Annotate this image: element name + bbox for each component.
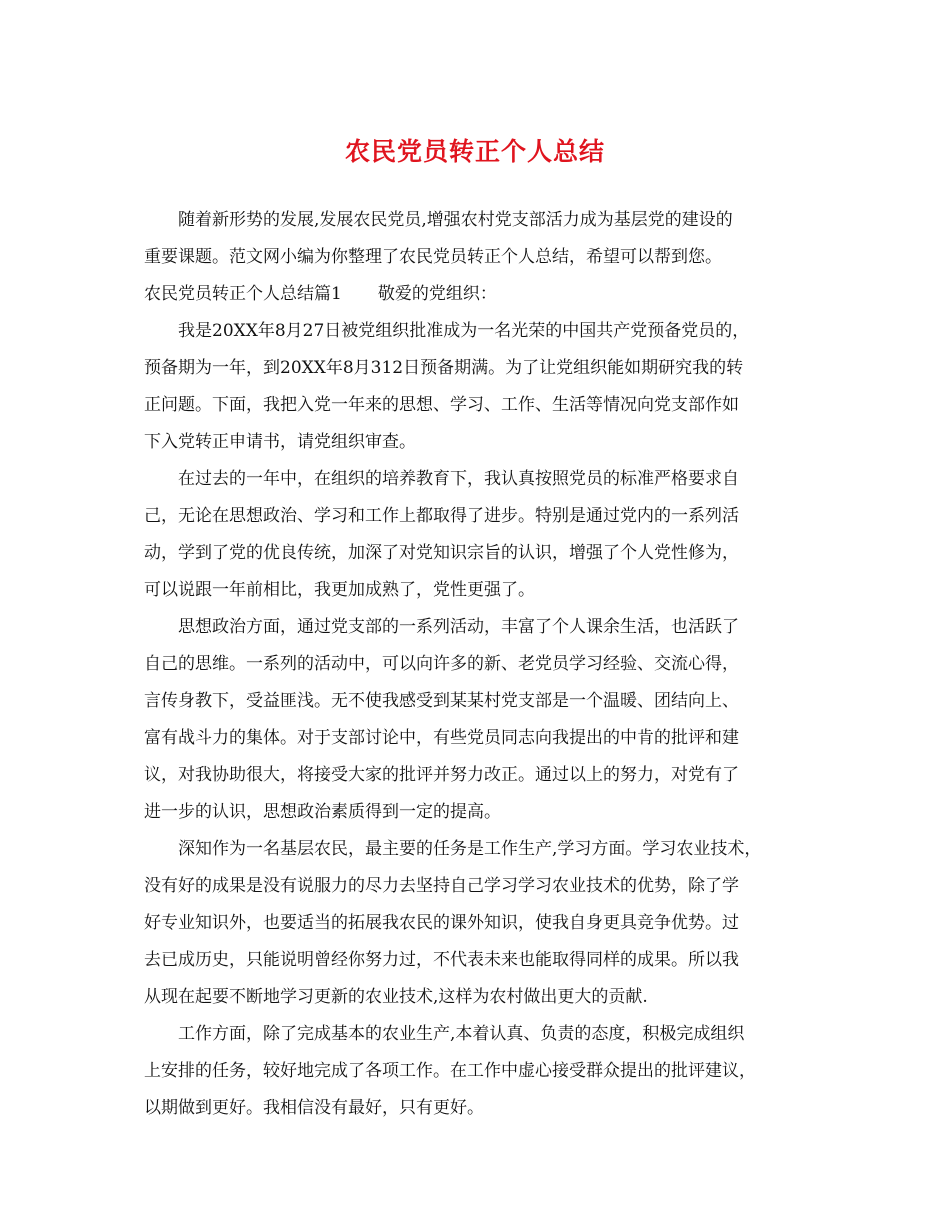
paragraph-line: 我是20XX年8月27日被党组织批准成为一名光荣的中国共产党预备党员的， — [178, 321, 750, 341]
paragraph-line: 工作方面，除了完成基本的农业生产,本着认真、负责的态度，积极完成组织 — [178, 1024, 745, 1044]
paragraph-line: 好专业知识外，也要适当的拓展我农民的课外知识，使我自身更具竞争优势。过 — [144, 913, 739, 933]
paragraph-line: 正问题。下面，我把入党一年来的思想、学习、工作、生活等情况向党支部作如 — [144, 395, 739, 415]
paragraph-line: 进一步的认识，思想政治素质得到一定的提高。 — [144, 802, 501, 822]
intro-line: 随着新形势的发展,发展农民党员,增强农村党支部活力成为基层党的建设的 — [178, 210, 733, 230]
paragraph-line: 从现在起要不断地学习更新的农业技术,这样为农村做出更大的贡献. — [144, 987, 648, 1007]
paragraph-line: 思想政治方面，通过党支部的一系列活动，丰富了个人课余生活，也活跃了 — [178, 617, 739, 637]
paragraph-line: 在过去的一年中，在组织的培养教育下，我认真按照党员的标准严格要求自 — [178, 469, 739, 489]
paragraph-line: 上安排的任务，较好地完成了各项工作。在工作中虚心接受群众提出的批评建议， — [144, 1061, 756, 1081]
paragraph-line: 动，学到了党的优良传统，加深了对党知识宗旨的认识，增强了个人党性修为， — [144, 543, 739, 563]
paragraph-line: 以期做到更好。我相信没有最好，只有更好。 — [144, 1098, 484, 1118]
article-heading: 农民党员转正个人总结篇1 — [144, 284, 342, 304]
paragraph-line: 预备期为一年，到20XX年8月312日预备期满。为了让党组织能如期研究我的转 — [144, 358, 744, 378]
document-body — [144, 202, 812, 1127]
salutation: 敬爱的党组织： — [377, 284, 497, 304]
intro-line: 重要课题。范文网小编为你整理了农民党员转正个人总结，希望可以帮到您。 — [144, 247, 722, 267]
paragraph-line: 去已成历史，只能说明曾经你努力过，不代表未来也能取得同样的成果。所以我 — [144, 950, 739, 970]
paragraph-line: 可以说跟一年前相比，我更加成熟了，党性更强了。 — [144, 580, 535, 600]
paragraph-line: 自己的思维。一系列的活动中，可以向许多的新、老党员学习经验、交流心得， — [144, 654, 739, 674]
paragraph-line: 议，对我协助很大，将接受大家的批评并努力改正。通过以上的努力，对党有了 — [144, 765, 739, 785]
document-title: 农民党员转正个人总结 — [344, 137, 605, 166]
paragraph-line: 深知作为一名基层农民，最主要的任务是工作生产,学习方面。学习农业技术， — [178, 839, 762, 859]
article-heading-line — [144, 276, 812, 313]
paragraph-line: 下入党转正申请书，请党组织审查。 — [144, 432, 416, 452]
paragraph-line: 富有战斗力的集体。对于支部讨论中，有些党员同志向我提出的中肯的批评和建 — [144, 728, 739, 748]
paragraph-line: 己，无论在思想政治、学习和工作上都取得了进步。特别是通过党内的一系列活 — [144, 506, 739, 526]
paragraph-line: 没有好的成果是没有说服力的尽力去坚持自己学习学习农业技术的优势，除了学 — [144, 876, 739, 896]
paragraph-line: 言传身教下，受益匪浅。无不使我感受到某某村党支部是一个温暖、团结向上、 — [144, 691, 739, 711]
